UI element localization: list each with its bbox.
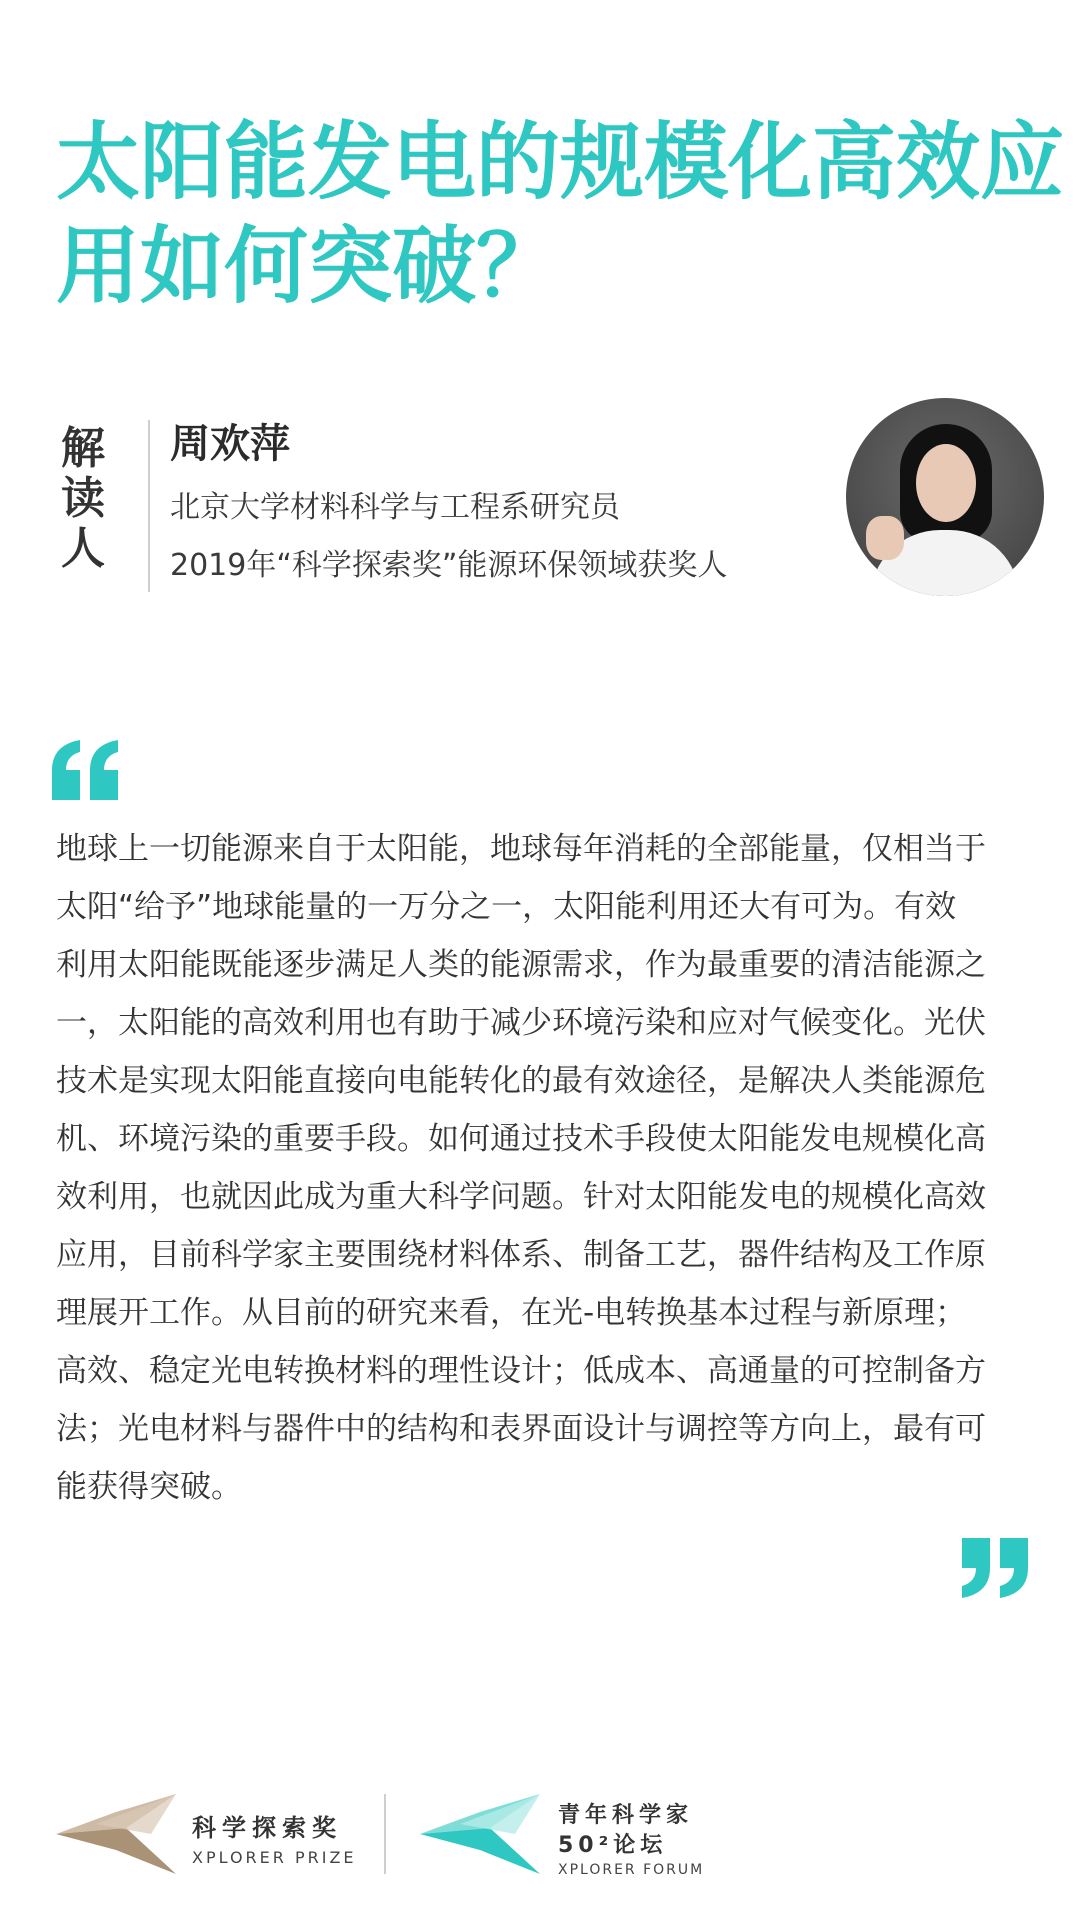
open-quote-icon (52, 740, 122, 800)
logo-divider (384, 1794, 386, 1874)
quote-line: 理展开工作。从目前的研究来看，在光-电转换基本过程与新原理； (56, 1295, 967, 1331)
forum-name-en: XPLORER FORUM (558, 1862, 705, 1878)
footer-logos (56, 1790, 1036, 1890)
reader-tag (61, 424, 117, 574)
reader-divider (148, 420, 150, 592)
quote-line: 高效、稳定光电转换材料的理性设计；低成本、高通量的可控制备方 (56, 1353, 986, 1389)
forum-name-cn-sub: 50²论坛 (558, 1833, 668, 1858)
title-line-1: 太阳能发电的规模化高效应 (56, 113, 1065, 211)
quote-line: 能获得突破。 (56, 1469, 242, 1505)
reader-affiliation: 北京大学材料科学与工程系研究员 (170, 490, 620, 525)
quote-line: 一，太阳能的高效利用也有助于减少环境污染和应对气候变化。光伏 (56, 1005, 986, 1041)
reader-tag-char: 解 (61, 423, 105, 474)
reader-avatar (846, 398, 1044, 596)
prize-name-cn: 科学探索奖 (192, 1814, 342, 1842)
xplorer-forum-logo-icon (420, 1794, 540, 1874)
quote-line: 太阳“给予”地球能量的一万分之一，太阳能利用还大有可为。有效 (56, 889, 957, 925)
quote-line: 效利用，也就因此成为重大科学问题。针对太阳能发电的规模化高效 (56, 1179, 986, 1215)
quote-line: 应用，目前科学家主要围绕材料体系、制备工艺，器件结构及工作原 (56, 1237, 986, 1273)
quote-line: 机、环境污染的重要手段。如何通过技术手段使太阳能发电规模化高 (56, 1121, 986, 1157)
forum-name-cn: 青年科学家 (558, 1803, 694, 1828)
page-title (56, 110, 1065, 318)
close-quote-icon (960, 1538, 1030, 1598)
quote-line: 法；光电材料与器件中的结构和表界面设计与调控等方向上，最有可 (56, 1411, 986, 1447)
reader-name: 周欢萍 (170, 421, 290, 467)
quote-line: 利用太阳能既能逐步满足人类的能源需求，作为最重要的清洁能源之 (56, 947, 986, 983)
reader-tag-char: 人 (61, 523, 105, 574)
title-line-2: 用如何突破？ (56, 217, 561, 315)
quote-body (56, 820, 1026, 1516)
quote-line: 技术是实现太阳能直接向电能转化的最有效途径，是解决人类能源危 (56, 1063, 986, 1099)
reader-tag-char: 读 (61, 473, 105, 524)
quote-line: 地球上一切能源来自于太阳能，地球每年消耗的全部能量，仅相当于 (56, 831, 986, 867)
xplorer-prize-logo-icon (56, 1794, 176, 1874)
prize-name-en: XPLORER PRIZE (192, 1848, 357, 1867)
reader-award: 2019年“科学探索奖”能源环保领域获奖人 (170, 548, 728, 583)
